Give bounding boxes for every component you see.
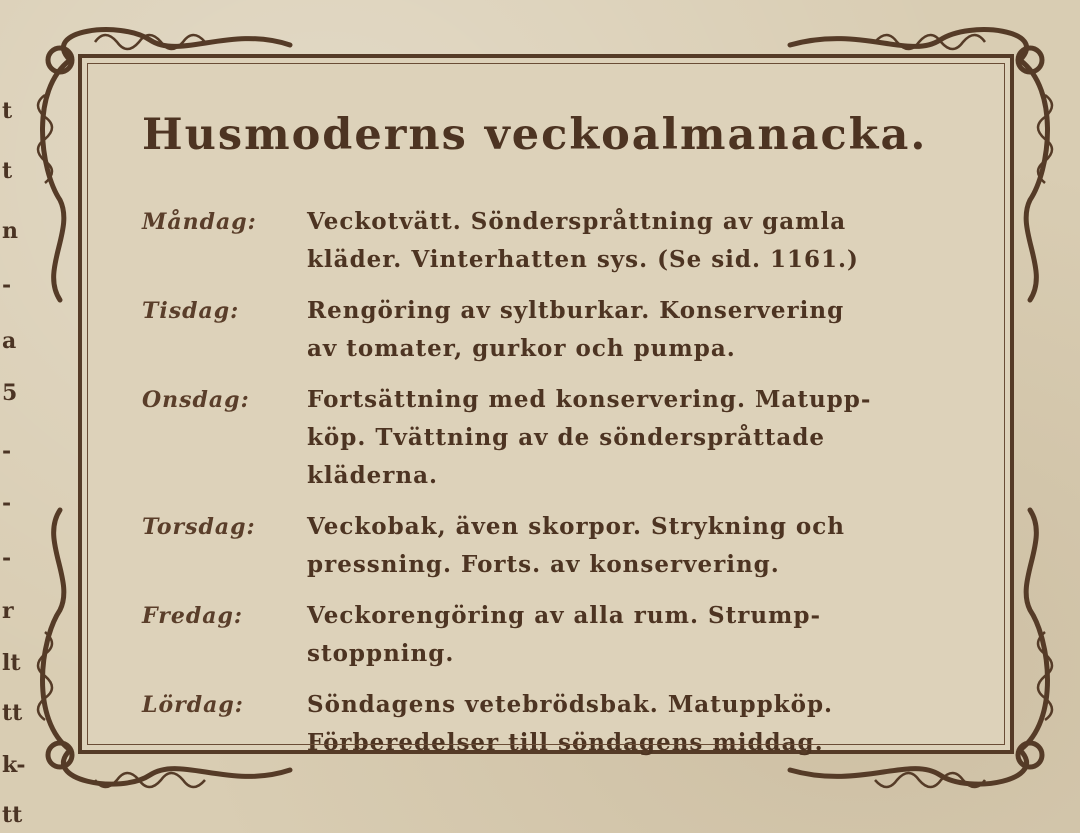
almanac-box xyxy=(78,54,1014,754)
weekday-label: Fredag: xyxy=(142,603,243,629)
margin-fragment: n xyxy=(2,218,18,244)
weekday-label: Torsdag: xyxy=(142,514,256,540)
list-item xyxy=(142,292,1012,368)
list-item xyxy=(142,597,1012,673)
weekday-label: Lördag: xyxy=(142,692,244,718)
weekday-list xyxy=(142,203,1012,775)
margin-fragment: - xyxy=(2,490,12,516)
weekday-label: Måndag: xyxy=(142,209,257,235)
list-item xyxy=(142,203,1012,279)
list-item xyxy=(142,686,1012,762)
list-item xyxy=(142,381,1012,495)
margin-fragment: tt xyxy=(2,802,23,828)
margin-fragment: a xyxy=(2,328,17,354)
weekday-tasks: Veckobak, även skorpor. Strykning och pressning. Forts. av konservering. xyxy=(307,513,845,578)
weekday-tasks: Söndagens vetebrödsbak. Matuppköp. Förberedelser till söndagens middag. xyxy=(307,691,834,756)
weekday-label: Tisdag: xyxy=(142,298,240,324)
page-title: Husmoderns veckoalmanacka. xyxy=(142,110,928,160)
weekday-tasks: Veckotvätt. Sönderspråttning av gamla kläder. Vinterhatten sys. (Se sid. 1161.) xyxy=(307,208,859,273)
margin-fragment: - xyxy=(2,272,12,298)
margin-fragment: k- xyxy=(2,752,26,778)
margin-fragment: - xyxy=(2,545,12,571)
margin-fragment: t xyxy=(2,158,13,184)
scroll-ornament xyxy=(43,510,71,750)
margin-fragment: 5 xyxy=(2,380,18,406)
scroll-ornament xyxy=(875,773,985,787)
margin-fragment: lt xyxy=(2,650,21,676)
margin-fragment: t xyxy=(2,98,13,124)
margin-fragment: tt xyxy=(2,700,23,726)
margin-fragment: - xyxy=(2,438,12,464)
margin-fragment: r xyxy=(2,598,14,624)
weekday-tasks: Rengöring av syltburkar. Konservering av tomater, gurkor och pumpa. xyxy=(307,297,845,362)
weekday-tasks: Veckorengöring av alla rum. Strump- stoppning. xyxy=(307,602,822,667)
weekday-label: Onsdag: xyxy=(142,387,250,413)
scroll-ornament xyxy=(1020,510,1048,750)
list-item xyxy=(142,508,1012,584)
weekday-tasks: Fortsättning med konservering. Matupp- köp. Tvättning av de sönderspråttade kläderna. xyxy=(307,386,872,489)
